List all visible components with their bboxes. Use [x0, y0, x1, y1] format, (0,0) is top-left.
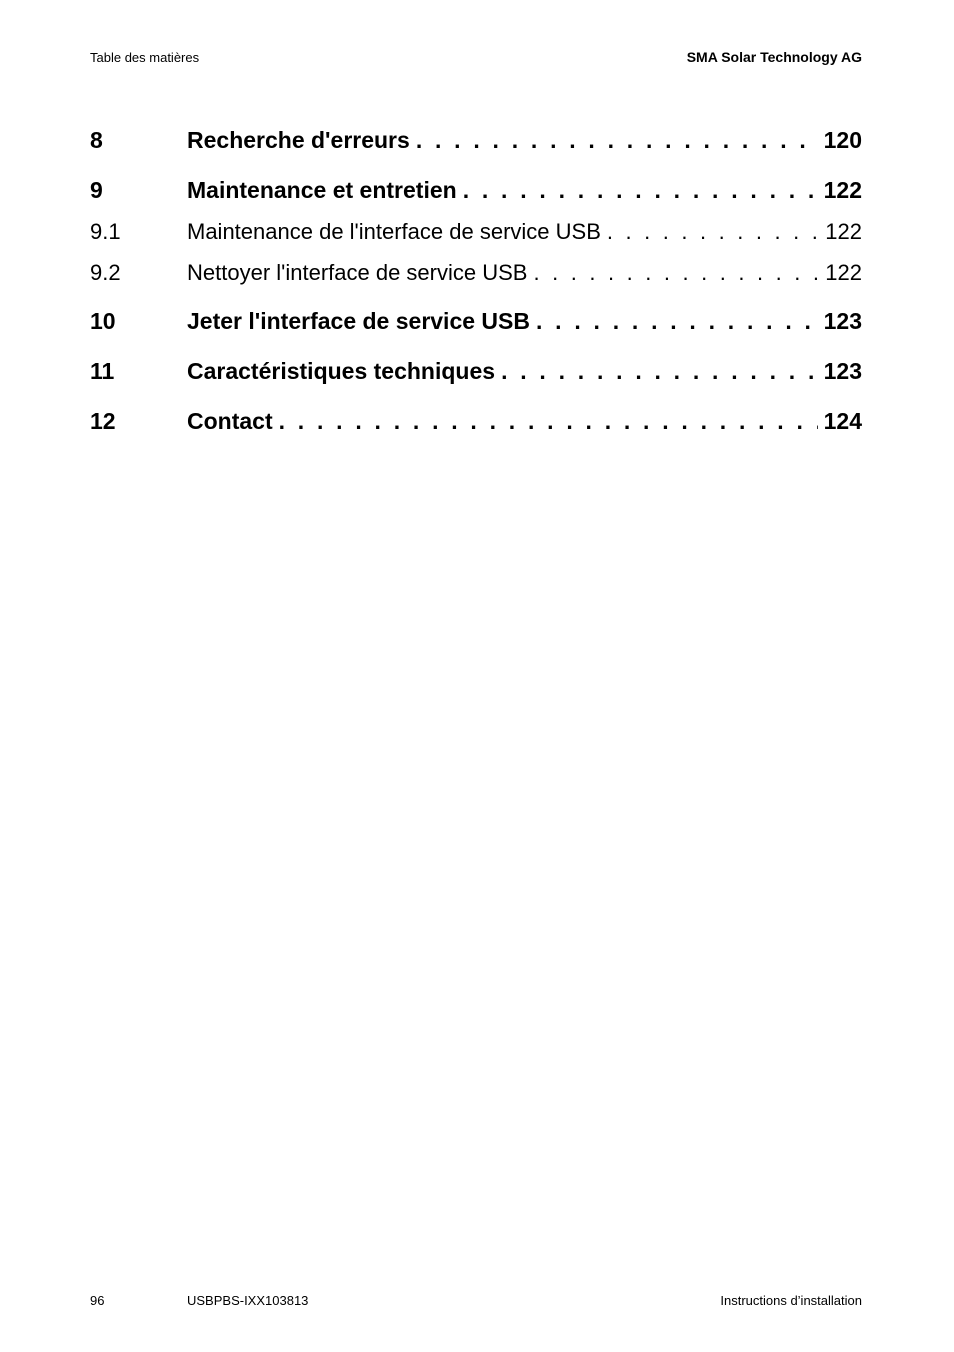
- toc-entry-12[interactable]: [90, 399, 862, 449]
- toc-title: Recherche d'erreurs: [187, 127, 410, 153]
- toc-number: 9.2: [90, 260, 121, 285]
- toc-number: 10: [90, 308, 116, 334]
- toc-page-number: 123: [818, 349, 862, 393]
- toc-dot-leader: [533, 253, 819, 293]
- toc-entry-9-2[interactable]: [90, 253, 862, 299]
- toc-title: Caractéristiques techniques: [187, 358, 496, 384]
- toc-number: 9: [90, 177, 103, 203]
- toc-number: 11: [90, 358, 115, 384]
- toc-title: Nettoyer l'interface de service USB: [187, 260, 528, 285]
- footer-page-number: 96: [90, 1293, 105, 1308]
- page-header-left: Table des matières: [90, 50, 200, 65]
- footer-doc-code: USBPBS-IXX103813: [187, 1293, 309, 1308]
- toc-entry-9[interactable]: [90, 168, 862, 212]
- toc-page-number: 120: [818, 118, 862, 162]
- toc-dot-leader: [536, 299, 818, 343]
- toc-number: 8: [90, 127, 103, 153]
- page-header-right: SMA Solar Technology AG: [686, 49, 862, 65]
- table-of-contents: [90, 118, 862, 449]
- toc-entry-8[interactable]: [90, 118, 862, 168]
- toc-dot-leader: [279, 399, 818, 443]
- toc-entry-9-1[interactable]: [90, 212, 862, 253]
- toc-number: 12: [90, 408, 116, 434]
- toc-title: Contact: [187, 408, 273, 434]
- toc-entry-10[interactable]: [90, 299, 862, 349]
- toc-title: Jeter l'interface de service USB: [187, 308, 530, 334]
- toc-page-number: 122: [819, 212, 862, 252]
- toc-title: Maintenance de l'interface de service USB: [187, 219, 601, 244]
- toc-page-number: 124: [818, 399, 862, 443]
- toc-dot-leader: [607, 212, 819, 252]
- toc-number: 9.1: [90, 219, 121, 244]
- toc-dot-leader: [463, 168, 818, 212]
- toc-title: Maintenance et entretien: [187, 177, 457, 203]
- toc-dot-leader: [501, 349, 818, 393]
- toc-page-number: 123: [818, 299, 862, 343]
- toc-page-number: 122: [819, 253, 862, 293]
- toc-dot-leader: [416, 118, 818, 162]
- footer-doc-type: Instructions d’installation: [720, 1293, 862, 1308]
- toc-page-number: 122: [818, 168, 862, 212]
- toc-entry-11[interactable]: [90, 349, 862, 399]
